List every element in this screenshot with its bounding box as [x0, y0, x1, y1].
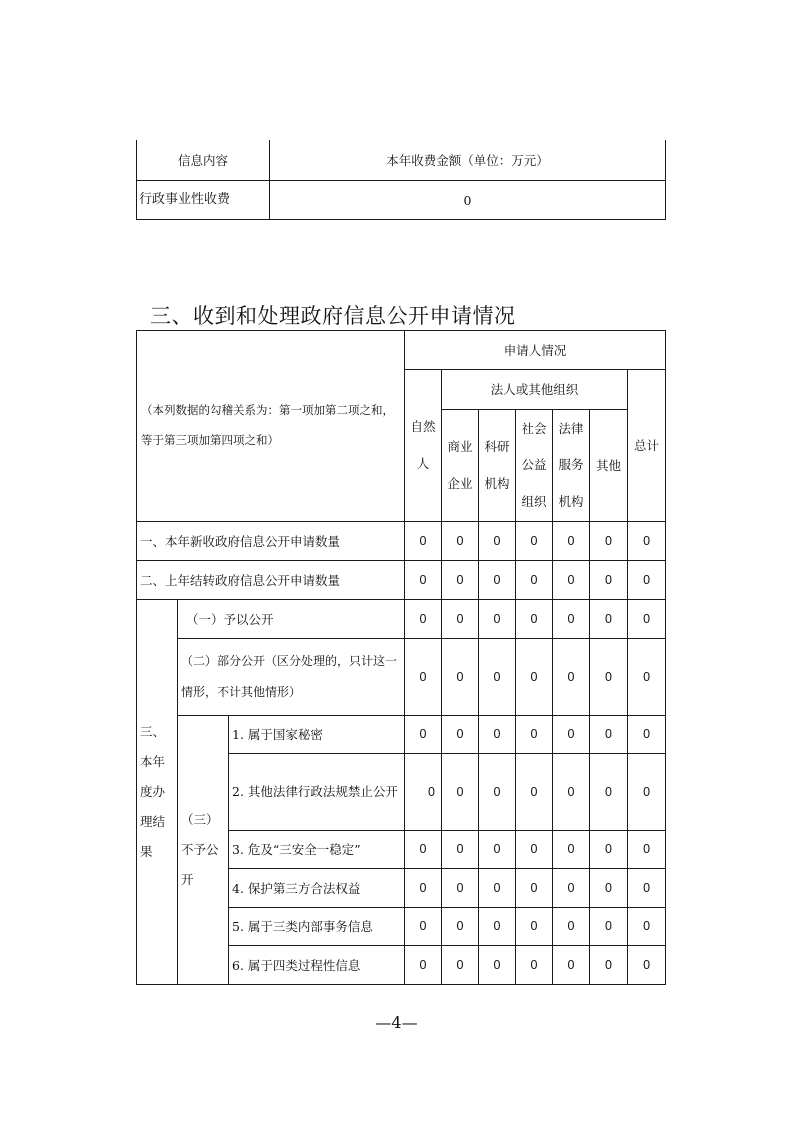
cell: 0: [479, 754, 516, 831]
header-applicant-situation: 申请人情况: [405, 331, 666, 370]
table-row: [137, 639, 666, 716]
cell: 0: [516, 831, 553, 869]
cell: 0: [553, 639, 590, 716]
application-table: [136, 330, 666, 985]
page-number: —4—: [375, 1013, 418, 1032]
cell: 0: [590, 946, 628, 985]
row-label: （一）予以公开: [178, 600, 405, 639]
cell: 0: [442, 869, 479, 908]
cell: 0: [628, 946, 666, 985]
table-row: [137, 600, 666, 639]
cell: 0: [590, 869, 628, 908]
cell: 0: [516, 908, 553, 946]
cell: 0: [590, 561, 628, 600]
header-legal-service: 法律服务机构: [553, 410, 590, 522]
cell: 0: [479, 522, 516, 561]
header-total: 总计: [628, 370, 666, 522]
cell: 0: [479, 716, 516, 754]
cell: 0: [442, 639, 479, 716]
cell: 0: [628, 908, 666, 946]
row-value: 0: [270, 181, 666, 220]
cell: 0: [590, 716, 628, 754]
header-commercial: 商业企业: [442, 410, 479, 522]
cell: 0: [479, 639, 516, 716]
cell: 0: [628, 561, 666, 600]
deny-group-label: （三）不予公开: [178, 716, 229, 985]
row-label: 5. 属于三类内部事务信息: [229, 908, 405, 946]
header-info-content: 信息内容: [137, 140, 270, 181]
cell: 0: [479, 561, 516, 600]
cell: 0: [405, 946, 442, 985]
cell: 0: [553, 561, 590, 600]
table-row: [137, 561, 666, 600]
cell: 0: [516, 522, 553, 561]
row-label: 二、上年结转政府信息公开申请数量: [137, 561, 405, 600]
cell: 0: [628, 831, 666, 869]
cell: 0: [628, 869, 666, 908]
cell: 0: [516, 946, 553, 985]
table-row: [137, 181, 666, 220]
cell: 0: [405, 716, 442, 754]
row-label: 行政事业性收费: [137, 181, 270, 220]
cell: 0: [590, 600, 628, 639]
cell: 0: [553, 908, 590, 946]
row-label: 2. 其他法律行政法规禁止公开: [229, 754, 405, 831]
cell: 0: [553, 754, 590, 831]
cell: 0: [405, 831, 442, 869]
row-label: 1. 属于国家秘密: [229, 716, 405, 754]
cell: 0: [628, 600, 666, 639]
cell: 0: [590, 522, 628, 561]
cell: 0: [442, 716, 479, 754]
cell: 0: [442, 754, 479, 831]
cell: 0: [590, 754, 628, 831]
cell: 0: [405, 522, 442, 561]
cell: 0: [516, 639, 553, 716]
cell: 0: [628, 754, 666, 831]
header-row-1: [137, 331, 666, 370]
cell: 0: [553, 716, 590, 754]
header-public-welfare: 社会公益组织: [516, 410, 553, 522]
cell: 0: [442, 522, 479, 561]
cell: 0: [479, 600, 516, 639]
cell: 0: [442, 831, 479, 869]
row-label: 6. 属于四类过程性信息: [229, 946, 405, 985]
row-label: 一、本年新收政府信息公开申请数量: [137, 522, 405, 561]
cell: 0: [553, 522, 590, 561]
cell: 0: [590, 908, 628, 946]
section-title: 三、收到和处理政府信息公开申请情况: [150, 304, 516, 328]
header-other: 其他: [590, 410, 628, 522]
cell: 0: [442, 946, 479, 985]
cell: 0: [479, 831, 516, 869]
table-row: [137, 716, 666, 754]
cell: 0: [442, 908, 479, 946]
result-group-label: 三、本年度办理结果: [137, 600, 178, 985]
cell: 0: [553, 831, 590, 869]
cell: 0: [442, 561, 479, 600]
cell: 0: [479, 946, 516, 985]
cell: 0: [405, 908, 442, 946]
cell: 0: [516, 869, 553, 908]
fee-table-header: [137, 140, 666, 181]
header-research: 科研机构: [479, 410, 516, 522]
row-label: 3. 危及“三安全一稳定”: [229, 831, 405, 869]
cell: 0: [516, 561, 553, 600]
cell: 0: [479, 869, 516, 908]
cell: 0: [405, 754, 442, 831]
cell: 0: [553, 869, 590, 908]
cell: 0: [628, 639, 666, 716]
cell: 0: [405, 869, 442, 908]
cell: 0: [628, 716, 666, 754]
checksum-note: （本列数据的勾稽关系为：第一项加第二项之和，等于第三项加第四项之和）: [137, 331, 405, 522]
cell: 0: [442, 600, 479, 639]
header-natural-person: 自然人: [405, 370, 442, 522]
row-label: （二）部分公开（区分处理的，只计这一情形，不计其他情形）: [178, 639, 405, 716]
cell: 0: [405, 639, 442, 716]
cell: 0: [516, 754, 553, 831]
cell: 0: [479, 908, 516, 946]
header-fee-amount: 本年收费金额（单位：万元）: [270, 140, 666, 181]
cell: 0: [553, 600, 590, 639]
cell: 0: [590, 639, 628, 716]
cell: 0: [628, 522, 666, 561]
header-legal-entities: 法人或其他组织: [442, 370, 628, 410]
cell: 0: [516, 716, 553, 754]
cell: 0: [405, 600, 442, 639]
fee-table: [136, 140, 666, 220]
row-label: 4. 保护第三方合法权益: [229, 869, 405, 908]
table-row: [137, 522, 666, 561]
cell: 0: [405, 561, 442, 600]
cell: 0: [590, 831, 628, 869]
cell: 0: [516, 600, 553, 639]
cell: 0: [553, 946, 590, 985]
